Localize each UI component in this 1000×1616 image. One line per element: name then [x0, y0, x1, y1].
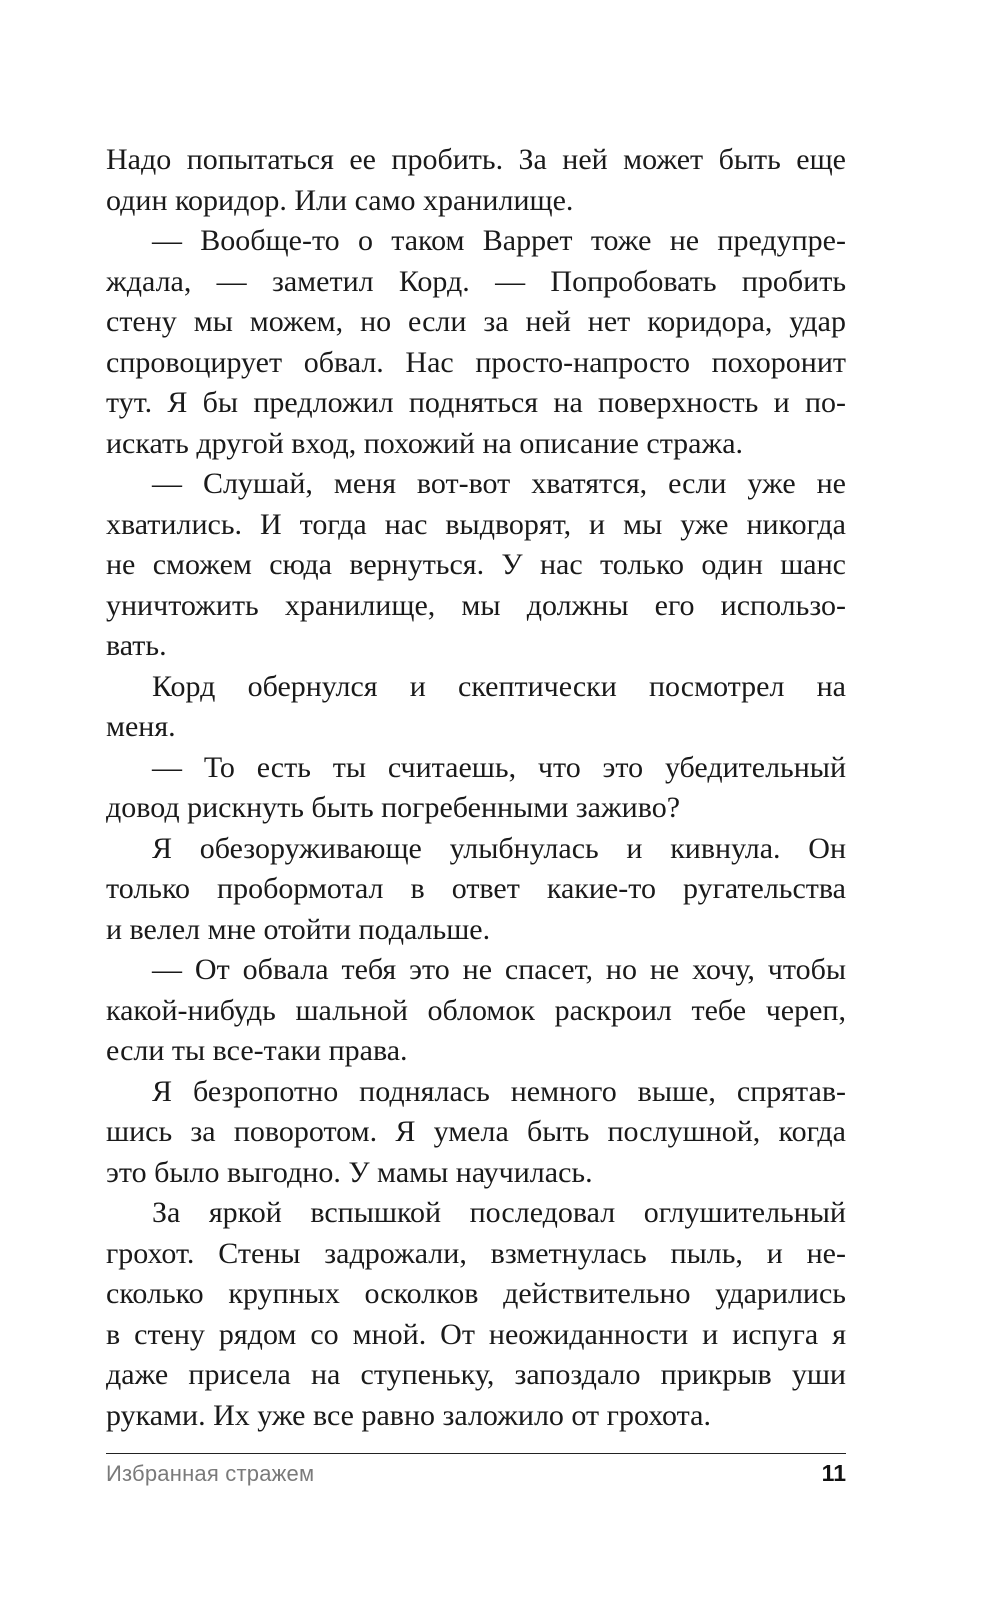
page-body-text — [106, 140, 846, 1436]
text-line: спровоцирует обвал. Нас просто-напросто похоронит — [106, 345, 846, 379]
text-line: какой-нибудь шальной обломок раскроил тебе череп, — [106, 993, 846, 1027]
text-line: — От обвала тебя это не спасет, но не хочу, чтобы — [152, 953, 846, 986]
footer-divider — [106, 1453, 846, 1454]
text-line: Я обезоруживающе улыбнулась и кивнула. Он — [152, 831, 846, 865]
text-line: вать. — [106, 629, 167, 662]
text-line: стену мы можем, но если за ней нет коридора, удар — [106, 305, 846, 338]
text-line: довод рискнуть быть погребенными заживо? — [106, 791, 681, 824]
text-line: только пробормотал в ответ какие-то ругательства — [106, 872, 846, 905]
text-line: тут. Я бы предложил подняться на поверхность и по- — [106, 386, 846, 419]
page-number: 11 — [821, 1460, 846, 1486]
text-line: — Вообще-то о таком Варрет тоже не предупре- — [152, 224, 846, 257]
text-line: ждала, — заметил Корд. — Попробовать пробить — [106, 264, 846, 298]
text-line: шись за поворотом. Я умела быть послушной, когда — [106, 1115, 846, 1148]
text-line: хватились. И тогда нас выдворят, и мы уже никогда — [106, 507, 846, 541]
running-footer-book-title: Избранная стражем — [106, 1461, 315, 1486]
text-line: один коридор. Или само хранилище. — [106, 183, 574, 217]
text-line: искать другой вход, похожий на описание стража. — [106, 426, 744, 460]
text-line: это было выгодно. У мамы научилась. — [106, 1155, 593, 1189]
text-line: — То есть ты считаешь, что это убедительный — [152, 750, 846, 784]
text-line: За яркой вспышкой последовал оглушительный — [152, 1196, 846, 1229]
text-line: Я безропотно поднялась немного выше, спрятав- — [152, 1074, 846, 1108]
text-line: в стену рядом со мной. От неожиданности и испуга я — [106, 1317, 846, 1351]
text-line: — Слушай, меня вот-вот хватятся, если уже не — [152, 467, 846, 500]
text-line: уничтожить хранилище, мы должны его использо- — [106, 588, 846, 622]
text-line: грохот. Стены задрожали, взметнулась пыль, и не- — [106, 1236, 846, 1270]
text-line: руками. Их уже все равно заложило от грохота. — [106, 1398, 711, 1432]
text-line: меня. — [106, 710, 176, 743]
text-line: сколько крупных осколков действительно ударились — [106, 1277, 846, 1310]
text-line: если ты все-таки права. — [106, 1034, 408, 1067]
text-line: даже присела на ступеньку, запоздало прикрыв уши — [106, 1358, 846, 1391]
text-line: и велел мне отойти подальше. — [106, 912, 491, 946]
text-line: не сможем сюда вернуться. У нас только один шанс — [106, 548, 846, 581]
text-line: Надо попытаться ее пробить. За ней может быть еще — [106, 143, 846, 176]
text-line: Корд обернулся и скептически посмотрел на — [152, 669, 846, 703]
